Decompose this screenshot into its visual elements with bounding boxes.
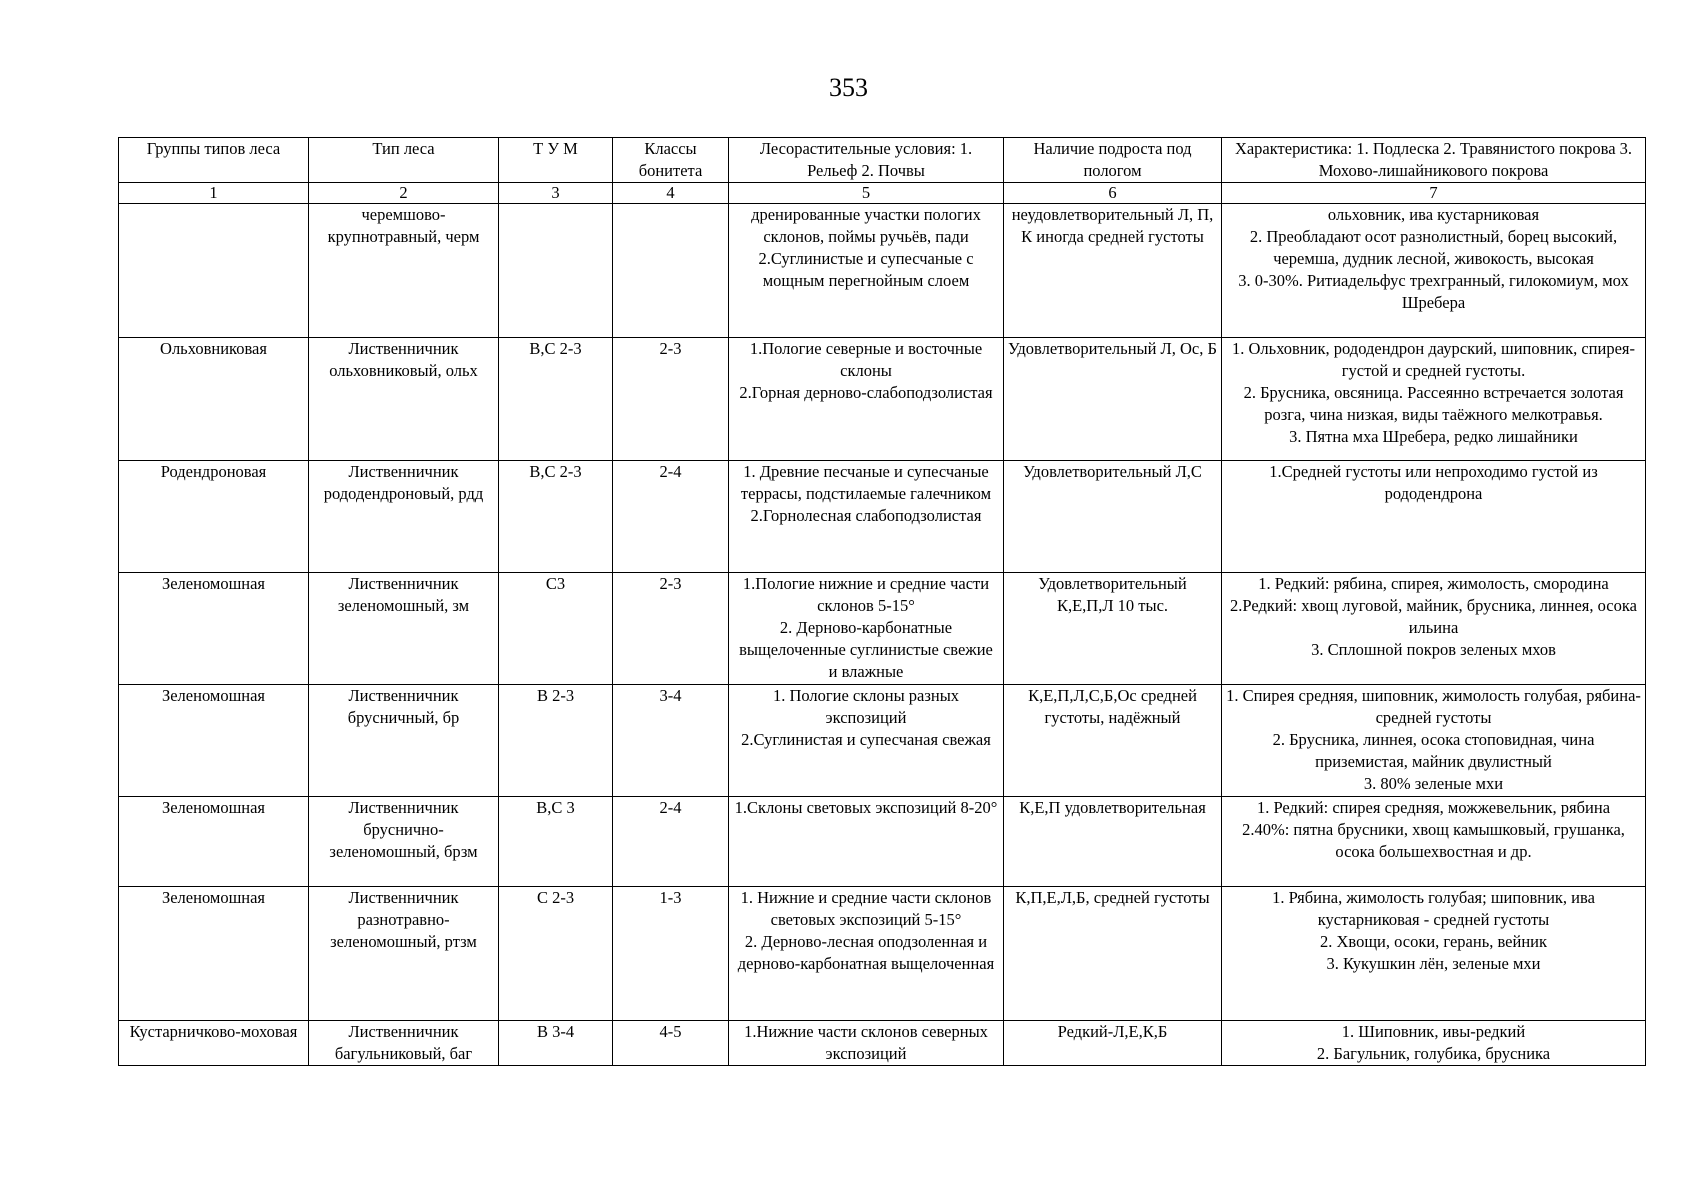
cell-characteristics-line: 1. Редкий: рябина, спирея, жимолость, смородина xyxy=(1258,574,1609,593)
column-number: 5 xyxy=(729,183,1004,204)
cell-tum: В 2-3 xyxy=(499,685,613,797)
cell-characteristics xyxy=(1222,887,1646,1021)
cell-bonitet: 4-5 xyxy=(613,1021,729,1066)
cell-conditions xyxy=(729,461,1004,573)
cell-undergrowth: К,Е,П удовлетворительная xyxy=(1004,797,1222,887)
cell-undergrowth: неудовлетворительный Л, П, К иногда средней густоты xyxy=(1004,204,1222,338)
column-number-row xyxy=(119,183,1646,204)
cell-characteristics-line: 2. Брусника, овсяница. Рассеянно встречается золотая розга, чина низкая, виды таёжного мелкотравья. xyxy=(1243,383,1624,424)
cell-characteristics-line: 3. Сплошной покров зеленых мхов xyxy=(1311,640,1556,659)
cell-characteristics xyxy=(1222,573,1646,685)
header-characteristics: Характеристика: 1. Подлеска 2. Травянистого покрова 3. Мохово-лишайникового покрова xyxy=(1222,138,1646,183)
cell-bonitet: 2-3 xyxy=(613,338,729,461)
cell-conditions-line: 2.Суглинистая и супесчаная свежая xyxy=(741,730,991,749)
table-row xyxy=(119,573,1646,685)
cell-group: Зеленомошная xyxy=(119,887,309,1021)
cell-conditions-line: 1.Пологие нижние и средние части склонов 5-15° xyxy=(742,574,990,615)
cell-tum: С3 xyxy=(499,573,613,685)
cell-forest-type: Лиственничник ольховниковый, ольх xyxy=(309,338,499,461)
cell-characteristics-line: 1.Средней густоты или непроходимо густой из рододендрона xyxy=(1269,462,1598,503)
cell-characteristics-line: 2.Редкий: хвощ луговой, майник, брусника, линнея, осока ильина xyxy=(1230,596,1637,637)
column-number: 7 xyxy=(1222,183,1646,204)
cell-bonitet: 2-4 xyxy=(613,461,729,573)
cell-tum: С 2-3 xyxy=(499,887,613,1021)
header-group: Группы типов леса xyxy=(119,138,309,183)
cell-characteristics-line: 3. Пятна мха Шребера, редко лишайники xyxy=(1289,427,1578,446)
cell-conditions-line: 2. Дерново-карбонатные выщелоченные суглинистые свежие и влажные xyxy=(739,618,993,681)
table-row xyxy=(119,204,1646,338)
cell-characteristics-line: 1. Ольховник, рододендрон даурский, шиповник, спирея-густой и средней густоты. xyxy=(1232,339,1635,380)
column-number: 6 xyxy=(1004,183,1222,204)
cell-undergrowth: Удовлетворительный Л, Ос, Б xyxy=(1004,338,1222,461)
table-row xyxy=(119,685,1646,797)
table-row xyxy=(119,338,1646,461)
cell-group: Ольховниковая xyxy=(119,338,309,461)
cell-characteristics-line: 3. 0-30%. Ритиадельфус трехгранный, гилокомиум, мох Шребера xyxy=(1238,271,1629,312)
cell-conditions xyxy=(729,204,1004,338)
cell-conditions-line: 1.Нижние части склонов северных экспозиций xyxy=(744,1022,988,1063)
cell-group: Родендроновая xyxy=(119,461,309,573)
cell-forest-type: Лиственничник разнотравно-зеленомошный, ртзм xyxy=(309,887,499,1021)
cell-characteristics xyxy=(1222,685,1646,797)
cell-bonitet: 2-3 xyxy=(613,573,729,685)
cell-group: Зеленомошная xyxy=(119,797,309,887)
cell-group: Кустарничково-моховая xyxy=(119,1021,309,1066)
cell-characteristics-line: 3. Кукушкин лён, зеленые мхи xyxy=(1326,954,1541,973)
cell-characteristics-line: 1. Спирея средняя, шиповник, жимолость голубая, рябина-средней густоты xyxy=(1226,686,1641,727)
cell-bonitet: 3-4 xyxy=(613,685,729,797)
cell-tum: В 3-4 xyxy=(499,1021,613,1066)
cell-forest-type: Лиственничник брусничный, бр xyxy=(309,685,499,797)
table-row xyxy=(119,461,1646,573)
cell-forest-type: черемшово-крупнотравный, черм xyxy=(309,204,499,338)
cell-forest-type: Лиственничник багульниковый, баг xyxy=(309,1021,499,1066)
cell-tum: В,С 3 xyxy=(499,797,613,887)
cell-conditions-line: дренированные участки пологих склонов, поймы ручьёв, пади xyxy=(751,205,981,246)
cell-undergrowth: Редкий-Л,Е,К,Б xyxy=(1004,1021,1222,1066)
cell-undergrowth: Удовлетворительный К,Е,П,Л 10 тыс. xyxy=(1004,573,1222,685)
cell-conditions xyxy=(729,1021,1004,1066)
cell-undergrowth: К,П,Е,Л,Б, средней густоты xyxy=(1004,887,1222,1021)
cell-characteristics xyxy=(1222,797,1646,887)
cell-characteristics xyxy=(1222,461,1646,573)
cell-conditions xyxy=(729,887,1004,1021)
cell-forest-type: Лиственничник бруснично-зеленомошный, брзм xyxy=(309,797,499,887)
cell-tum: В,С 2-3 xyxy=(499,461,613,573)
cell-conditions xyxy=(729,573,1004,685)
cell-characteristics-line: 2. Багульник, голубика, брусника xyxy=(1316,1044,1551,1063)
cell-conditions xyxy=(729,338,1004,461)
cell-characteristics-line: 1. Шиповник, ивы-редкий xyxy=(1341,1022,1526,1041)
cell-conditions-line: 1.Склоны световых экспозиций 8-20° xyxy=(734,798,998,817)
table-row xyxy=(119,1021,1646,1066)
cell-conditions xyxy=(729,685,1004,797)
cell-undergrowth: К,Е,П,Л,С,Б,Ос средней густоты, надёжный xyxy=(1004,685,1222,797)
cell-characteristics-line: 2. Брусника, линнея, осока стоповидная, чина приземистая, майник двулистный xyxy=(1272,730,1595,771)
cell-bonitet: 1-3 xyxy=(613,887,729,1021)
cell-characteristics-line: 1. Редкий: спирея средняя, можжевельник, рябина xyxy=(1256,798,1611,817)
cell-conditions-line: 1.Пологие северные и восточные склоны xyxy=(749,339,983,380)
cell-conditions-line: 2.Горная дерново-слабоподзолистая xyxy=(739,383,993,402)
column-number: 4 xyxy=(613,183,729,204)
header-bonitet: Классы бонитета xyxy=(613,138,729,183)
table-header-row xyxy=(119,138,1646,183)
table-row xyxy=(119,887,1646,1021)
header-conditions: Лесорастительные условия: 1. Рельеф 2. Почвы xyxy=(729,138,1004,183)
column-number: 1 xyxy=(119,183,309,204)
cell-characteristics-line: 3. 80% зеленые мхи xyxy=(1363,774,1504,793)
cell-bonitet xyxy=(613,204,729,338)
cell-characteristics xyxy=(1222,338,1646,461)
cell-conditions-line: 2. Дерново-лесная оподзоленная и дерново-карбонатная выщелоченная xyxy=(737,932,995,973)
cell-tum xyxy=(499,204,613,338)
cell-conditions-line: 2.Суглинистые и супесчаные с мощным перегнойным слоем xyxy=(758,249,974,290)
cell-tum: В,С 2-3 xyxy=(499,338,613,461)
cell-undergrowth: Удовлетворительный Л,С xyxy=(1004,461,1222,573)
cell-group xyxy=(119,204,309,338)
cell-characteristics-line: ольховник, ива кустарниковая xyxy=(1327,205,1540,224)
column-number: 3 xyxy=(499,183,613,204)
table-row xyxy=(119,797,1646,887)
cell-characteristics-line: 1. Рябина, жимолость голубая; шиповник, ива кустарниковая - средней густоты xyxy=(1272,888,1595,929)
cell-conditions-line: 1. Нижние и средние части склонов световых экспозиций 5-15° xyxy=(740,888,992,929)
cell-conditions-line: 1. Древние песчаные и супесчаные террасы, подстилаемые галечником xyxy=(740,462,992,503)
cell-characteristics-line: 2.40%: пятна брусники, хвощ камышковый, грушанка, осока большехвостная и др. xyxy=(1242,820,1625,861)
cell-bonitet: 2-4 xyxy=(613,797,729,887)
cell-characteristics-line: 2. Хвощи, осоки, герань, вейник xyxy=(1319,932,1548,951)
cell-group: Зеленомошная xyxy=(119,573,309,685)
forest-types-table xyxy=(118,137,1646,1066)
cell-characteristics-line: 2. Преобладают осот разнолистный, борец высокий, черемша, дудник лесной, живокость, высокая xyxy=(1249,227,1618,268)
cell-forest-type: Лиственничник зеленомошный, зм xyxy=(309,573,499,685)
column-number: 2 xyxy=(309,183,499,204)
header-undergrowth: Наличие подроста под пологом xyxy=(1004,138,1222,183)
cell-characteristics xyxy=(1222,204,1646,338)
header-forest-type: Тип леса xyxy=(309,138,499,183)
cell-forest-type: Лиственничник рододендроновый, рдд xyxy=(309,461,499,573)
cell-group: Зеленомошная xyxy=(119,685,309,797)
page-number: 353 xyxy=(829,73,868,102)
cell-conditions-line: 1. Пологие склоны разных экспозиций xyxy=(772,686,960,727)
cell-conditions xyxy=(729,797,1004,887)
cell-characteristics xyxy=(1222,1021,1646,1066)
cell-conditions-line: 2.Горнолесная слабоподзолистая xyxy=(750,506,982,525)
header-tum: Т У М xyxy=(499,138,613,183)
